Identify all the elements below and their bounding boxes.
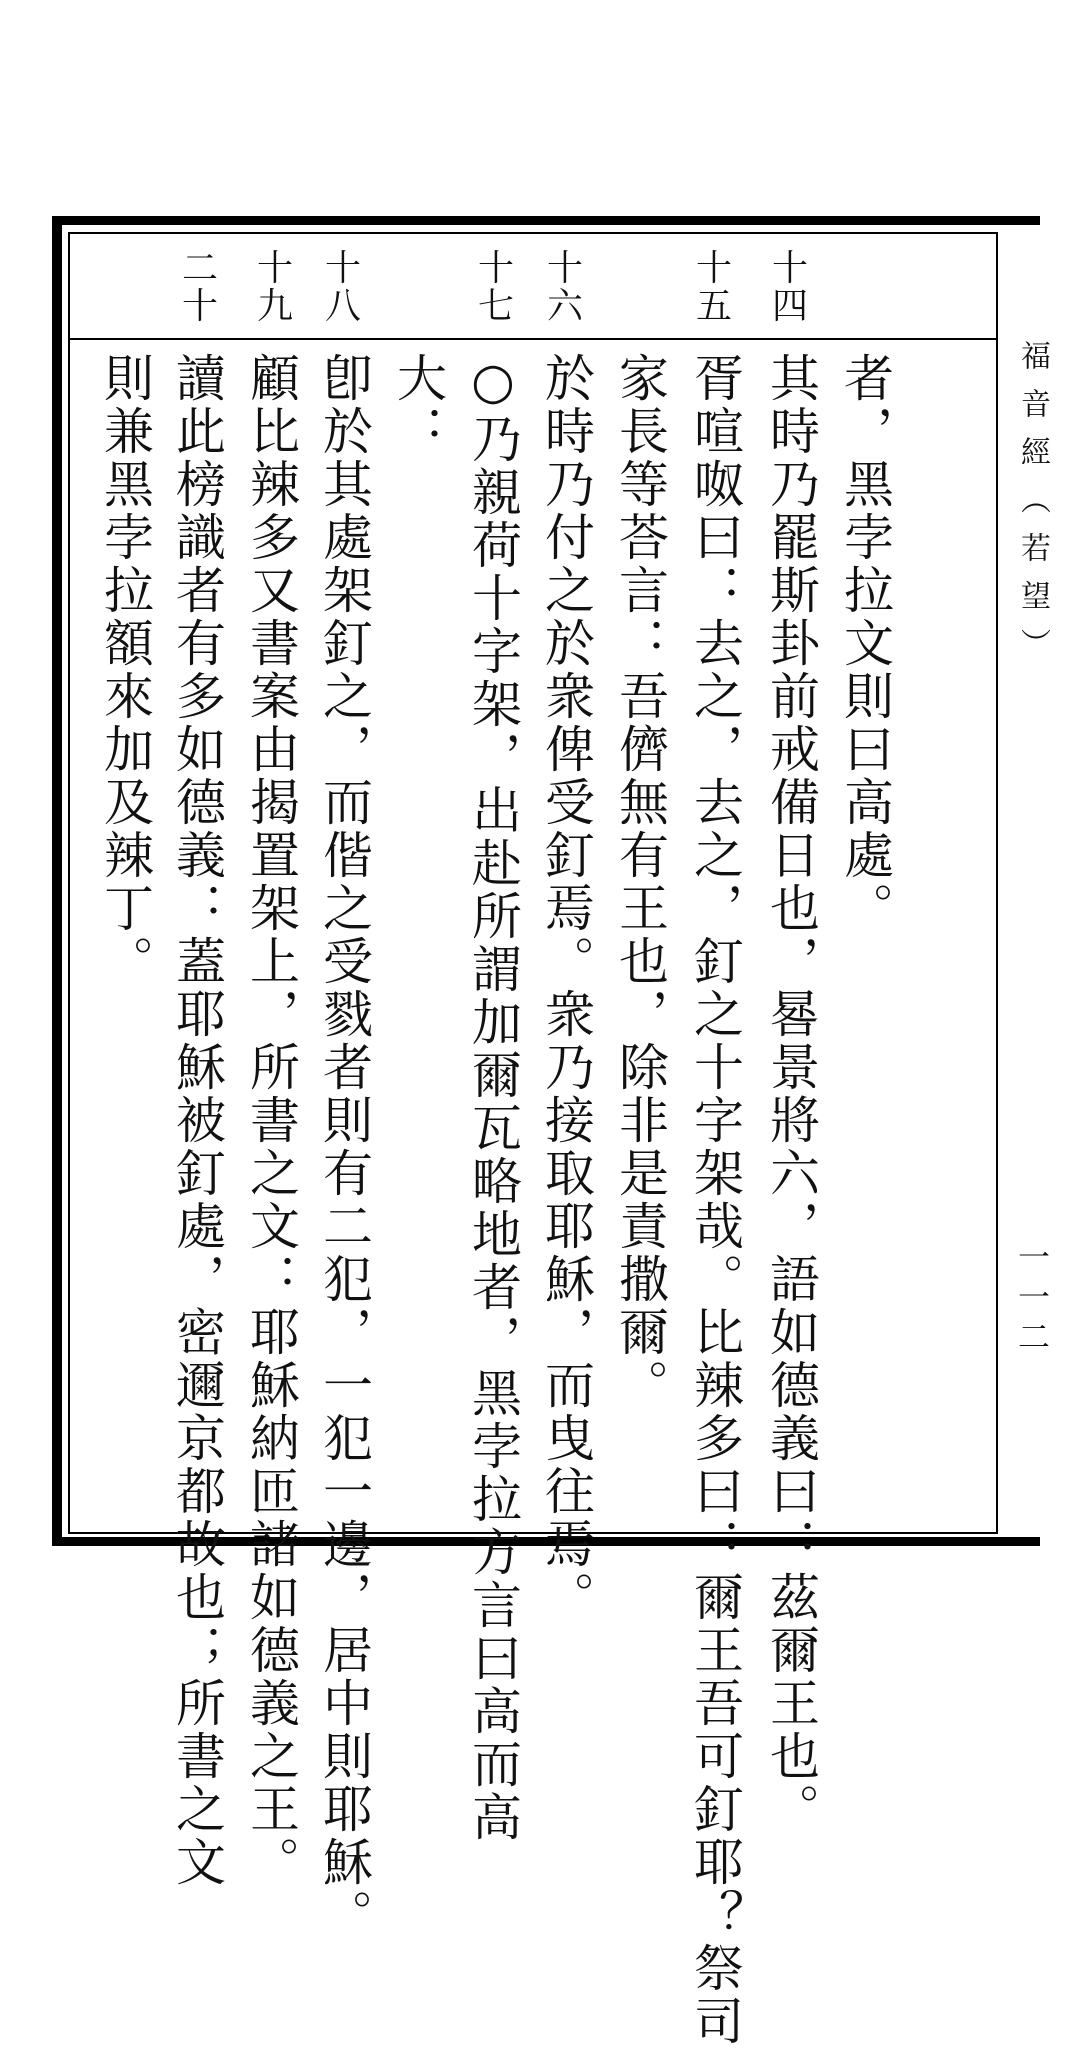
text-column-9: 顧比辣多又書案由揭置架上，所書之文：耶穌納匝諸如德義之王。 bbox=[242, 352, 300, 1889]
page-number: 一一二 bbox=[1013, 1240, 1051, 1360]
page-frame-right-rule bbox=[996, 232, 998, 1534]
verse-number-14: 十 四 bbox=[771, 248, 808, 327]
verse-number-16: 十 六 bbox=[546, 248, 583, 327]
verse-number-18: 十 八 bbox=[324, 248, 361, 327]
running-title: 福音經（若望） bbox=[1015, 340, 1050, 676]
text-column-1: 者，黑孛拉文則曰高處。 bbox=[836, 352, 894, 935]
text-column-4: 家長等荅言：吾儕無有王也，除非是責撒爾。 bbox=[611, 352, 669, 1412]
verse-number-20: 二 十 bbox=[181, 248, 218, 327]
verse-header-rule bbox=[70, 338, 996, 340]
verse-number-17: 十 七 bbox=[477, 248, 514, 327]
text-column-11: 則兼黑孛拉額來加及辣丁。 bbox=[96, 352, 154, 988]
verse-number-15: 十 五 bbox=[695, 248, 732, 327]
text-column-5: 於時乃付之於衆俾受釘焉。衆乃接取耶穌，而曳往焉。 bbox=[537, 352, 595, 1624]
text-column-2: 其時乃罷斯卦前戒備日也，晷景將六，語如德義曰：茲爾王也。 bbox=[762, 352, 820, 1836]
text-column-10: 讀此榜識者有多如德義：蓋耶穌被釘處，密邇京都故也；所書之文 bbox=[168, 352, 226, 1889]
verse-number-19: 十 九 bbox=[256, 248, 293, 327]
text-column-7: 大： bbox=[389, 352, 447, 458]
text-column-8: 卽於其處架釘之，而偕之受戮者則有二犯，一犯一邊，居中則耶穌。 bbox=[315, 352, 373, 1942]
text-column-6: ○乃親荷十字架，出赴所謂加爾瓦略地者，黑孛拉方言曰高而高 bbox=[464, 352, 522, 1844]
text-column-3: 胥喧呶曰：去之，去之，釘之十字架哉。比辣多曰：爾王吾可釘耶？祭司 bbox=[686, 352, 744, 2048]
